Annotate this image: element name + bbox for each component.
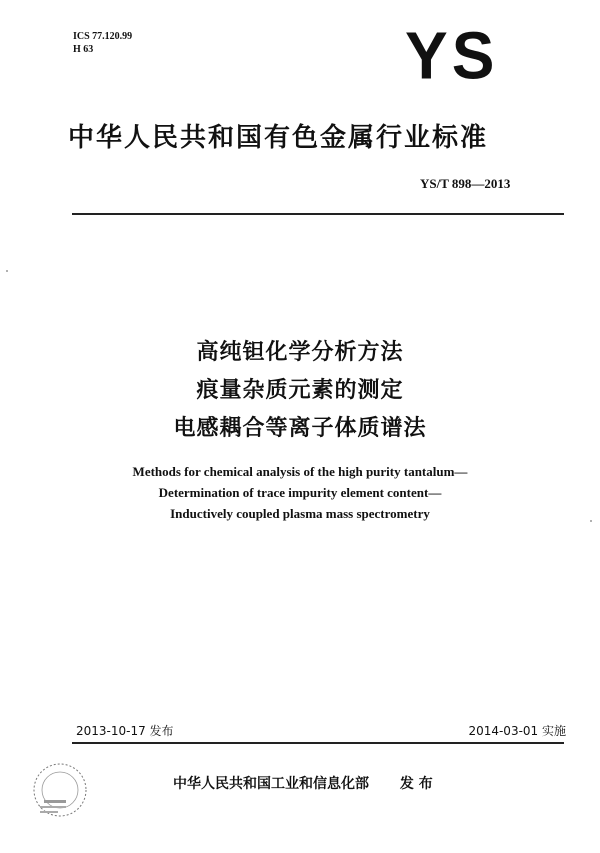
header-divider: [72, 213, 564, 215]
chinese-title-line: 电感耦合等离子体质谱法: [173, 416, 427, 441]
ics-code: ICS 77.120.99: [73, 31, 133, 42]
implement-date: 2014-03-01 实施: [468, 724, 566, 738]
seal-stamp-icon: [30, 760, 90, 820]
footer-divider: [72, 742, 564, 744]
ys-logo: YS: [405, 17, 499, 94]
publish-date: 2013-10-17 发布: [76, 724, 174, 738]
chinese-title-line: 痕量杂质元素的测定: [196, 378, 404, 403]
english-title-line: Determination of trace impurity element content—: [158, 485, 442, 500]
chinese-title-line: 高纯钽化学分析方法: [196, 340, 404, 365]
english-title: [0, 461, 600, 524]
classification-codes: [73, 30, 132, 56]
standard-number: YS/T 898—2013: [420, 176, 511, 191]
chinese-title: [0, 334, 600, 448]
issuer: [173, 773, 433, 793]
standard-category: 中华人民共和国有色金属行业标准: [68, 123, 489, 153]
issuer-action: 发 布: [399, 776, 433, 792]
scan-mark: [590, 520, 592, 522]
scan-mark: [6, 270, 8, 272]
english-title-line: Methods for chemical analysis of the high purity tantalum—: [132, 464, 468, 479]
ccs-code: H 63: [73, 44, 94, 55]
issuer-name: 中华人民共和国工业和信息化部: [173, 776, 369, 792]
english-title-line: Inductively coupled plasma mass spectrometry: [170, 506, 430, 521]
